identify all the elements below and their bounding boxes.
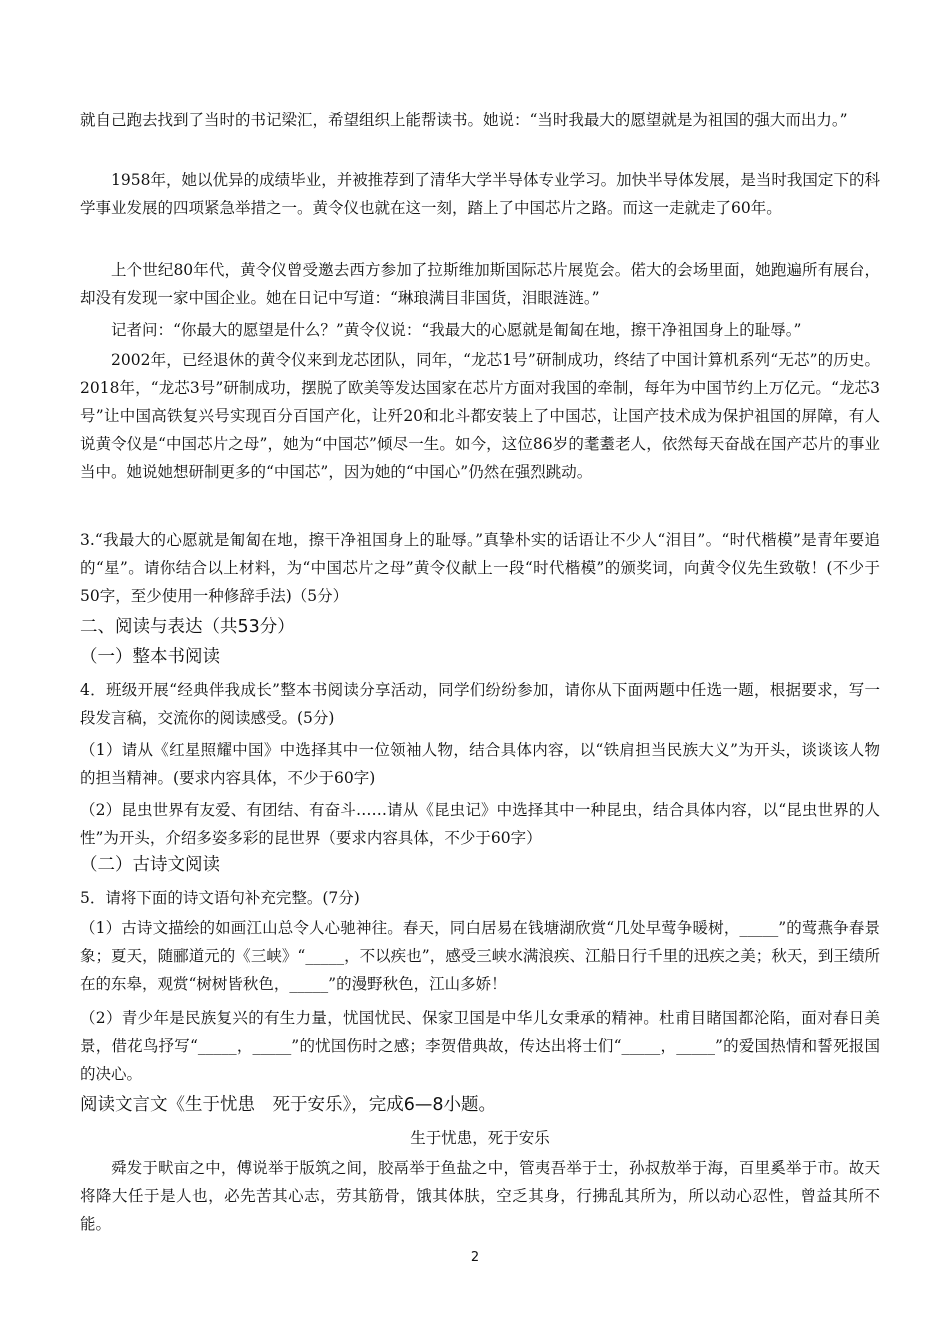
paragraph-4: 记者问：“你最大的愿望是什么？”黄令仪说：“我最大的心愿就是匍匐在地，擦干净祖国身上的耻辱。” [111,321,802,339]
page-number: 2 [470,1250,480,1265]
reading-intro: 阅读文言文《生于忧患 死于安乐》，完成6—8小题。 [80,1095,497,1115]
section-heading-reading: 二、阅读与表达（共53分） [80,617,295,637]
question-5-part-1: （1）古诗文描绘的如画江山总令人心驰神往。春天，同白居易在钱塘湖欣赏“几处早莺争暖树，_____”的莺燕争春景象；夏天，随郦道元的《三峡》“_____，不以疾也”，感受三峡水满浪疾、江船日行千里的迅疾之美；秋天，到王绩所在的东皋，观赏“树树皆秋色，_____”的漫野秋色，江山多娇！ [80,919,880,993]
essay-title: 生于忧患，死于安乐 [410,1129,550,1147]
paragraph-5: 2002年，已经退休的黄令仪来到龙芯团队，同年，“龙芯1号”研制成功，终结了中国计算机系列“无芯”的历史。2018年，“龙芯3号”研制成功，摆脱了欧美等发达国家在芯片方面对我国的牵制，每年为中国节约上万亿元。“龙芯3号”让中国高铁复兴号实现百分百国产化，让歼20和北斗都安装上了中国芯，让国产技术成为保护祖国的屏障，有人说黄令仪是“中国芯片之母”，她为“中国芯”倾尽一生。如今，这位86岁的耄耋老人，依然每天奋战在国产芯片的事业当中。她说她想研制更多的“中国芯”，因为她的“中国心”仍然在强烈跳动。 [80,351,880,481]
question-4-option-1: （1）请从《红星照耀中国》中选择其中一位领袖人物，结合具体内容，以“铁肩担当民族大义”为开头，谈谈该人物的担当精神。(要求内容具体，不少于60字) [80,741,880,787]
paragraph-1: 就自己跑去找到了当时的书记梁汇，希望组织上能帮读书。她说：“当时我最大的愿望就是为祖国的强大而出力。” [80,111,848,129]
question-5: 5．请将下面的诗文语句补充完整。(7分) [80,889,360,907]
paragraph-2: 1958年，她以优异的成绩毕业，并被推荐到了清华大学半导体专业学习。加快半导体发展，是当时我国定下的科学事业发展的四项紧急举措之一。黄令仪也就在这一刻，踏上了中国芯片之路。而这一走就走了60年。 [80,171,880,217]
question-5-part-2: （2）青少年是民族复兴的有生力量，忧国忧民、保家卫国是中华儿女秉承的精神。杜甫目睹国都沦陷，面对春日美景，借花鸟抒写“_____，_____”的忧国伤时之感；李贺借典故，传达出将士们“_____，_____”的爱国热情和誓死报国的决心。 [80,1009,880,1083]
subsection-poetry: （二）古诗文阅读 [80,855,220,875]
subsection-whole-book: （一）整本书阅读 [80,647,220,667]
question-4: 4．班级开展“经典伴我成长”整本书阅读分享活动，同学们纷纷参加，请你从下面两题中任选一题，根据要求，写一段发言稿，交流你的阅读感受。(5分) [80,681,880,727]
question-4-option-2: （2）昆虫世界有友爱、有团结、有奋斗……请从《昆虫记》中选择其中一种昆虫，结合具体内容，以“昆虫世界的人性”为开头，介绍多姿多彩的昆世界（要求内容具体，不少于60字） [80,801,880,847]
essay-paragraph-1: 舜发于畎亩之中，傅说举于版筑之间，胶鬲举于鱼盐之中，管夷吾举于士，孙叔敖举于海，百里奚举于市。故天将降大任于是人也，必先苦其心志，劳其筋骨，饿其体肤，空乏其身，行拂乱其所为，所以动心忍性，曾益其所不能。 [80,1159,880,1233]
paragraph-3: 上个世纪80年代，黄令仪曾受邀去西方参加了拉斯维加斯国际芯片展览会。偌大的会场里面，她跑遍所有展台，却没有发现一家中国企业。她在日记中写道：“琳琅满目非国货，泪眼涟涟。” [80,261,880,307]
question-3: 3.“我最大的心愿就是匍匐在地，擦干净祖国身上的耻辱。”真挚朴实的话语让不少人“泪目”。“时代楷模”是青年要追的“星”。请你结合以上材料，为“中国芯片之母”黄令仪献上一段“时代楷模”的颁奖词，向黄令仪先生致敬！(不少于50字，至少使用一种修辞手法)（5分） [80,531,880,605]
